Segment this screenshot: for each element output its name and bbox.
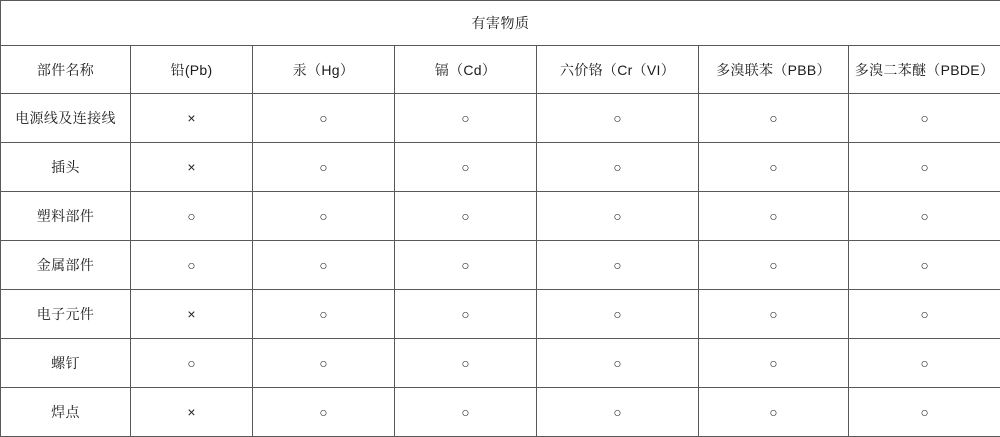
value-cell-cadmium (395, 388, 537, 437)
part-name-cell: 电源线及连接线 (1, 94, 131, 143)
column-header-pbde: 多溴二苯醚（PBDE） (849, 46, 1000, 94)
table-row (1, 143, 1000, 192)
value-cell-mercury (253, 94, 395, 143)
status-mark: ○ (319, 259, 327, 273)
status-mark: ○ (319, 210, 327, 224)
status-mark: ○ (461, 112, 469, 126)
value-cell-chromium (537, 192, 699, 241)
status-mark: ○ (769, 406, 777, 420)
column-header-cadmium: 镉（Cd） (395, 46, 537, 94)
value-cell-chromium (537, 290, 699, 339)
table-title: 有害物质 (1, 1, 1000, 46)
value-cell-pbde (849, 192, 1000, 241)
value-cell-lead (131, 192, 253, 241)
value-cell-pbb (699, 94, 849, 143)
value-cell-cadmium (395, 192, 537, 241)
value-cell-lead (131, 339, 253, 388)
status-mark: ○ (461, 308, 469, 322)
status-mark: ○ (319, 161, 327, 175)
value-cell-mercury (253, 339, 395, 388)
part-name-cell: 电子元件 (1, 290, 131, 339)
part-name-cell: 金属部件 (1, 241, 131, 290)
status-mark: ○ (319, 308, 327, 322)
part-name-cell: 螺钉 (1, 339, 131, 388)
value-cell-lead (131, 143, 253, 192)
status-mark: ○ (920, 161, 928, 175)
value-cell-cadmium (395, 339, 537, 388)
table-row (1, 290, 1000, 339)
status-mark: ○ (613, 308, 621, 322)
status-mark: ○ (461, 161, 469, 175)
column-header-pbb: 多溴联苯（PBB） (699, 46, 849, 94)
status-mark: × (187, 405, 195, 419)
value-cell-lead (131, 388, 253, 437)
status-mark: ○ (769, 308, 777, 322)
value-cell-mercury (253, 388, 395, 437)
table-header-row (1, 46, 1000, 94)
value-cell-mercury (253, 143, 395, 192)
part-name-cell: 塑料部件 (1, 192, 131, 241)
value-cell-chromium (537, 94, 699, 143)
status-mark: ○ (613, 161, 621, 175)
status-mark: ○ (461, 406, 469, 420)
value-cell-pbb (699, 339, 849, 388)
value-cell-pbb (699, 192, 849, 241)
value-cell-mercury (253, 290, 395, 339)
status-mark: × (187, 307, 195, 321)
part-name-cell: 插头 (1, 143, 131, 192)
value-cell-pbde (849, 339, 1000, 388)
value-cell-pbde (849, 143, 1000, 192)
status-mark: ○ (319, 112, 327, 126)
part-name-cell: 焊点 (1, 388, 131, 437)
status-mark: ○ (187, 210, 195, 224)
value-cell-pbb (699, 241, 849, 290)
value-cell-chromium (537, 241, 699, 290)
status-mark: ○ (920, 308, 928, 322)
status-mark: ○ (613, 259, 621, 273)
status-mark: ○ (920, 357, 928, 371)
status-mark: ○ (920, 112, 928, 126)
value-cell-lead (131, 94, 253, 143)
value-cell-pbb (699, 388, 849, 437)
status-mark: ○ (920, 259, 928, 273)
column-header-hexavalent-chromium: 六价铬（Cr（VI） (537, 46, 699, 94)
status-mark: ○ (187, 259, 195, 273)
table-title-row (1, 1, 1000, 46)
status-mark: ○ (461, 357, 469, 371)
value-cell-chromium (537, 143, 699, 192)
status-mark: ○ (319, 357, 327, 371)
status-mark: ○ (769, 210, 777, 224)
value-cell-pbde (849, 241, 1000, 290)
value-cell-cadmium (395, 143, 537, 192)
status-mark: ○ (920, 406, 928, 420)
value-cell-lead (131, 241, 253, 290)
status-mark: ○ (769, 259, 777, 273)
value-cell-mercury (253, 241, 395, 290)
value-cell-cadmium (395, 241, 537, 290)
status-mark: ○ (319, 406, 327, 420)
status-mark: ○ (769, 161, 777, 175)
value-cell-lead (131, 290, 253, 339)
status-mark: ○ (769, 357, 777, 371)
status-mark: ○ (461, 210, 469, 224)
status-mark: ○ (187, 357, 195, 371)
table-row (1, 339, 1000, 388)
status-mark: ○ (769, 112, 777, 126)
value-cell-pbb (699, 290, 849, 339)
column-header-mercury: 汞（Hg） (253, 46, 395, 94)
column-header-lead: 铅(Pb) (131, 46, 253, 94)
table-row (1, 94, 1000, 143)
value-cell-chromium (537, 339, 699, 388)
table-row (1, 241, 1000, 290)
status-mark: ○ (613, 112, 621, 126)
value-cell-pbde (849, 94, 1000, 143)
status-mark: ○ (613, 210, 621, 224)
value-cell-cadmium (395, 290, 537, 339)
value-cell-pbde (849, 388, 1000, 437)
value-cell-cadmium (395, 94, 537, 143)
value-cell-mercury (253, 192, 395, 241)
table-row (1, 192, 1000, 241)
status-mark: ○ (613, 357, 621, 371)
status-mark: ○ (920, 210, 928, 224)
value-cell-pbde (849, 290, 1000, 339)
status-mark: × (187, 160, 195, 174)
status-mark: ○ (613, 406, 621, 420)
value-cell-chromium (537, 388, 699, 437)
status-mark: ○ (461, 259, 469, 273)
column-header-part-name: 部件名称 (1, 46, 131, 94)
table-row (1, 388, 1000, 437)
value-cell-pbb (699, 143, 849, 192)
status-mark: × (187, 111, 195, 125)
